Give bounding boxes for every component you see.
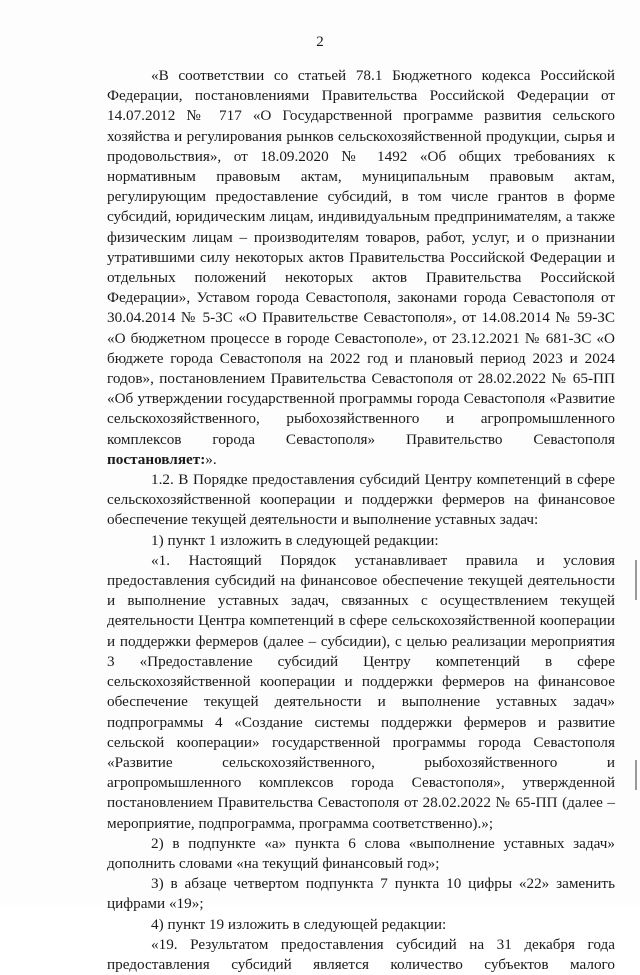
paragraph-text: «В соответствии со статьей 78.1 Бюджетного кодекса Российской Федерации, постановлениями Правительства Российской Федерации от 14.07.2012 № 717 «О Государственной программе развития сельского хозяйства и регулирования рынков сельскохозяйственной продукции, сырья и продовольствия», от 18.09.2020 № 1492 «Об общих требованиях к нормативным правовым актам, муниципальным правовым актам, регулирующим предоставление субсидий, в том числе грантов в форме субсидий, юридическим лицам, индивидуальным предпринимателям, а также физическим лицам – производителям товаров, работ, услуг, и о признании утратившими силу некоторых актов Правительства Российской Федерации и отдельных положений некоторых актов Правительства Российской Федерации», Уставом города Севастополя, законами города Севастополя от 30.04.2014 № 5-ЗС «О Правительстве Севастополя», от 14.08.2014 № 59-ЗС «О бюджетном процессе в городе Севастополе», от 23.12.2021 № 681-ЗС «О бюджете города Севастополя на 2022 год и плановый период 2023 и 2024 годов», постановлением Правительства Севастополя от 28.02.2022 № 65-ПП «Об утверждении государственной программы города Севастополя «Развитие сельскохозяйственного, рыбохозяйственного и агропромышленного комплексов города Севастополя» Правительство Севастополя <box>107 67 615 448</box>
paragraph-item-3: 3) в абзаце четвертом подпункта 7 пункта 10 цифры «22» заменить цифрами «19»; <box>107 875 615 913</box>
scan-edge-mark <box>635 760 637 790</box>
paragraph-tail: ». <box>205 450 217 468</box>
document-body <box>107 66 615 975</box>
paragraph-clause-19: «19. Результатом предоставления субсидий на 31 декабря года предоставления субсидий является количество субъектов малого <box>107 935 615 973</box>
scan-edge-mark <box>635 560 637 600</box>
paragraph-item-1: 1) пункт 1 изложить в следующей редакции: <box>151 531 439 549</box>
paragraph-preamble <box>107 66 615 470</box>
paragraph-item-4: 4) пункт 19 изложить в следующей редакции: <box>151 915 447 933</box>
paragraph-item-2: 2) в подпункте «а» пункта 6 слова «выполнение уставных задач» дополнить словами «на текущий финансовый год»; <box>107 834 615 872</box>
page-number: 2 <box>316 34 324 50</box>
decree-keyword: постановляет: <box>107 450 206 468</box>
paragraph-clause-1: «1. Настоящий Порядок устанавливает правила и условия предоставления субсидий на финансовое обеспечение текущей деятельности и выполнение уставных задач, связанных с осуществлением текущей деятельности Центра компетенций в сфере сельскохозяйственной кооперации и поддержки фермеров (далее – субсидии), с целью реализации мероприятия 3 «Предоставление субсидий Центру компетенций в сфере сельскохозяйственной кооперации и поддержки фермеров на финансовое обеспечение текущей деятельности и выполнение уставных задач» подпрограммы 4 «Создание системы поддержки фермеров и развитие сельской кооперации» государственной программы города Севастополя «Развитие сельскохозяйственного, рыбохозяйственного и агропромышленного комплексов города Севастополя», утвержденной постановлением Правительства Севастополя от 28.02.2022 № 65-ПП (далее – мероприятие, подпрограмма, программа соответственно).»; <box>107 551 615 832</box>
paragraph-1-2: 1.2. В Порядке предоставления субсидий Центру компетенций в сфере сельскохозяйственной кооперации и поддержки фермеров на финансовое обеспечение текущей деятельности и выполнение уставных задач: <box>107 471 615 529</box>
